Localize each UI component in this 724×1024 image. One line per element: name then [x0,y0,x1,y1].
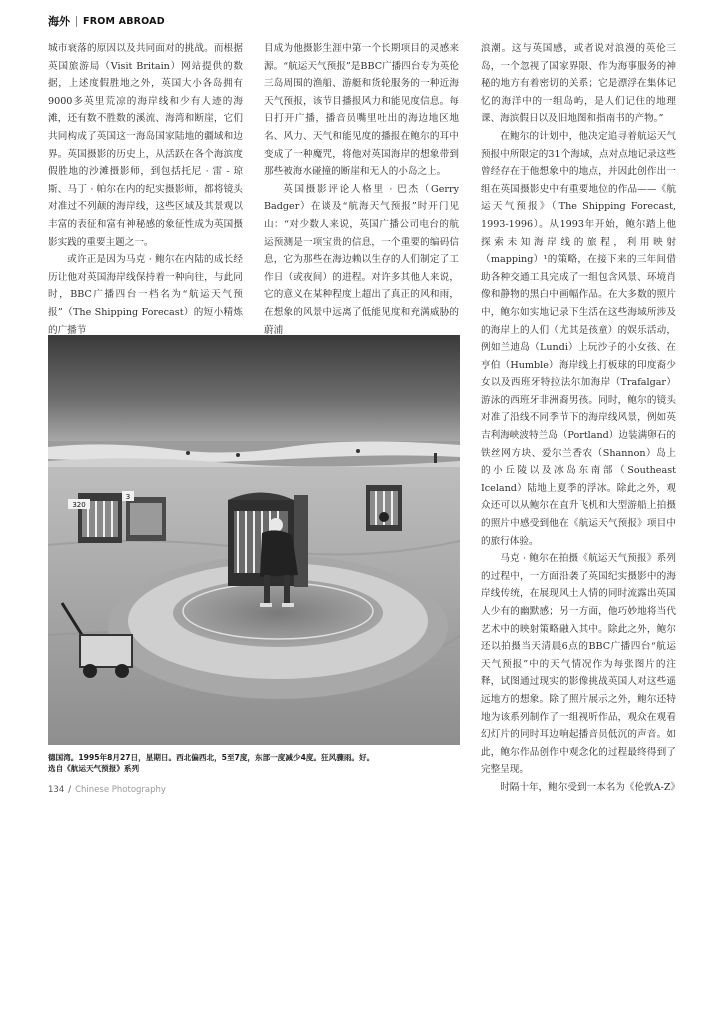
publication-name: Chinese Photography [75,785,166,795]
header-divider [76,16,77,27]
paragraph: 浪潮。这与英国感，或者说对浪漫的英伦三岛，一个忽视了国家界限、作为海事服务的神秘的地方有着密切的关系；它是漂浮在集体记忆的海洋中的一组岛屿，是人们记住的地理课、海滨假日以及旧地图和指南书的产物。” [481,43,676,125]
text-column-3 [481,40,681,797]
section-title-cn: 海外 [48,15,70,28]
paragraph: 在鲍尔的计划中，他决定追寻着航运天气预报中所限定的31个海域，点对点地记录这些曾经存在于他想象中的地点，并因此创作出一组在英国摄影史中有重要地位的作品——《航运天气预报》（The Shipping Forecast, 1993-1996）。从1993年开始，鲍尔踏上他探索未知海岸线的旅程，利用映射（mapping）¹的策略，在接下来的三年间借助各种交通工具完成了一组包含风景、环境肖像和静物的黑白中画幅作品。在大多数的照片中，鲍尔如实地记录下生活在这些海域所涉及的海岸上的人们（尤其是孩童）的娱乐活动，例如兰迪岛（Lundi）上玩沙子的小女孩、在亨伯（Humble）海岸线上打板球的印度裔少女以及西班牙特拉法尔加海岸（Trafalgar）游泳的西班牙非洲裔男孩。同时，鲍尔的镜头对准了沿线不同季节下的海岸线风景，例如英吉利海峡波特兰岛（Portland）边装满卵石的铁丝网方块、爱尔兰香农（Shannon）岛上的小丘陵以及冰岛东南部（Southeast Iceland）陆地上夏季的浮冰。除此之外，观众还可以从鲍尔在直升飞机和大型游船上拍摄的照片中感受到他在《航运天气预报》项目中的旅行体验。 [481,130,676,547]
caption-series: 选自《航运天气预报》系列 [48,764,140,773]
text-column-1 [48,40,243,339]
caption-line: 德国湾。1995年8月27日，星期日。西北偏西北，5至7度，东部一度减少4度。狂风骤雨。好。 [48,753,375,762]
paragraph: 或许正是因为马克 · 鲍尔在内陆的成长经历让他对英国海岸线保持着一种向往，与此同时，BBC广播四台一档名为“航运天气预报”（The Shipping Forecast）的短小精炼的广播节 [48,254,243,336]
paragraph: 英国摄影评论人格里 · 巴杰（Gerry Badger）在谈及“航海天气预报”时开门见山：“对少数人来说，英国广播公司电台的航运预测是一项宝贵的信息，一个重要的编码信息，它为那些在海边赖以生存的人们制定了工作日（或夜间）的进程。对许多其他人来说，它的意义在某种程度上超出了真正的风和雨，在想象的风景中远离了低能见度和充满威胁的蔚浦 [264,183,459,336]
page-number: 134 [48,785,65,795]
page-footer [48,785,166,795]
box-number: 3 [125,493,131,501]
paragraph: 目成为他摄影生涯中第一个长期项目的灵感来源。“航运天气预报”是BBC广播四台专为英伦三岛周围的渔船、游艇和货轮服务的一种近海天气预报，该节目播报风力和能见度信息。每日打开广播，播音员嘴里吐出的海边地区地名、风力、天气和能见度的播报在鲍尔的耳中变成了一种魔咒，将他对英国海岸的想象带到那些被海水碰撞的断崖和无人的小岛之上。 [264,43,459,178]
footer-separator: / [68,785,72,795]
paragraph: 马克 · 鲍尔在拍摄《航运天气预报》系列的过程中，一方面沿袭了英国纪实摄影中的海岸线传统，在展现风土人情的同时流露出英国人少有的幽默感；另一方面，他巧妙地将当代艺术中的映射策略融入其中。除此之外，鲍尔还以拍摄当天清晨6点的BBC广播四台“航运天气预报”中的天气情况作为每张图片的注释，试图通过现实的影像挑战英国人对这些遥远地方的想象。除了照片展示之外，鲍尔还特地为该系列制作了一组视听作品，观众在观看幻灯片的同时耳边响起播音员低沉的声音。如此，鲍尔作品创作中观念化的过程最终得到了完整呈现。 [481,553,676,776]
section-header [48,14,165,28]
section-title-en: FROM ABROAD [83,15,165,27]
paragraph: 城市衰落的原因以及共同面对的挑战。而根据英国旅游局（Visit Britain）网站提供的数据，上述度假胜地之外，英国大小各岛拥有9000多英里荒凉的海岸线和少有人迹的海滩，还有数不胜数的溪流、海湾和断崖，它们共同构成了英国这一海岛国家陆地的疆域和边界。英国摄影的历史上，从活跃在各个海滨度假胜地的沙滩摄影师，到包括托尼 · 雷 - 琼斯、马丁 · 帕尔在内的纪实摄影师，都将镜头对准过不列颠的海岸线，这些区域及其景观以丰富的表征和富有神秘感的象征性成为英国摄影实践的重要主题之一。 [48,43,243,248]
beach-photograph [48,335,460,745]
text-column-2 [264,40,459,339]
box-number: 320 [72,501,86,509]
paragraph: 时隔十年，鲍尔受到一本名为《伦敦A-Z》 [500,781,681,793]
photo-caption [48,752,460,774]
